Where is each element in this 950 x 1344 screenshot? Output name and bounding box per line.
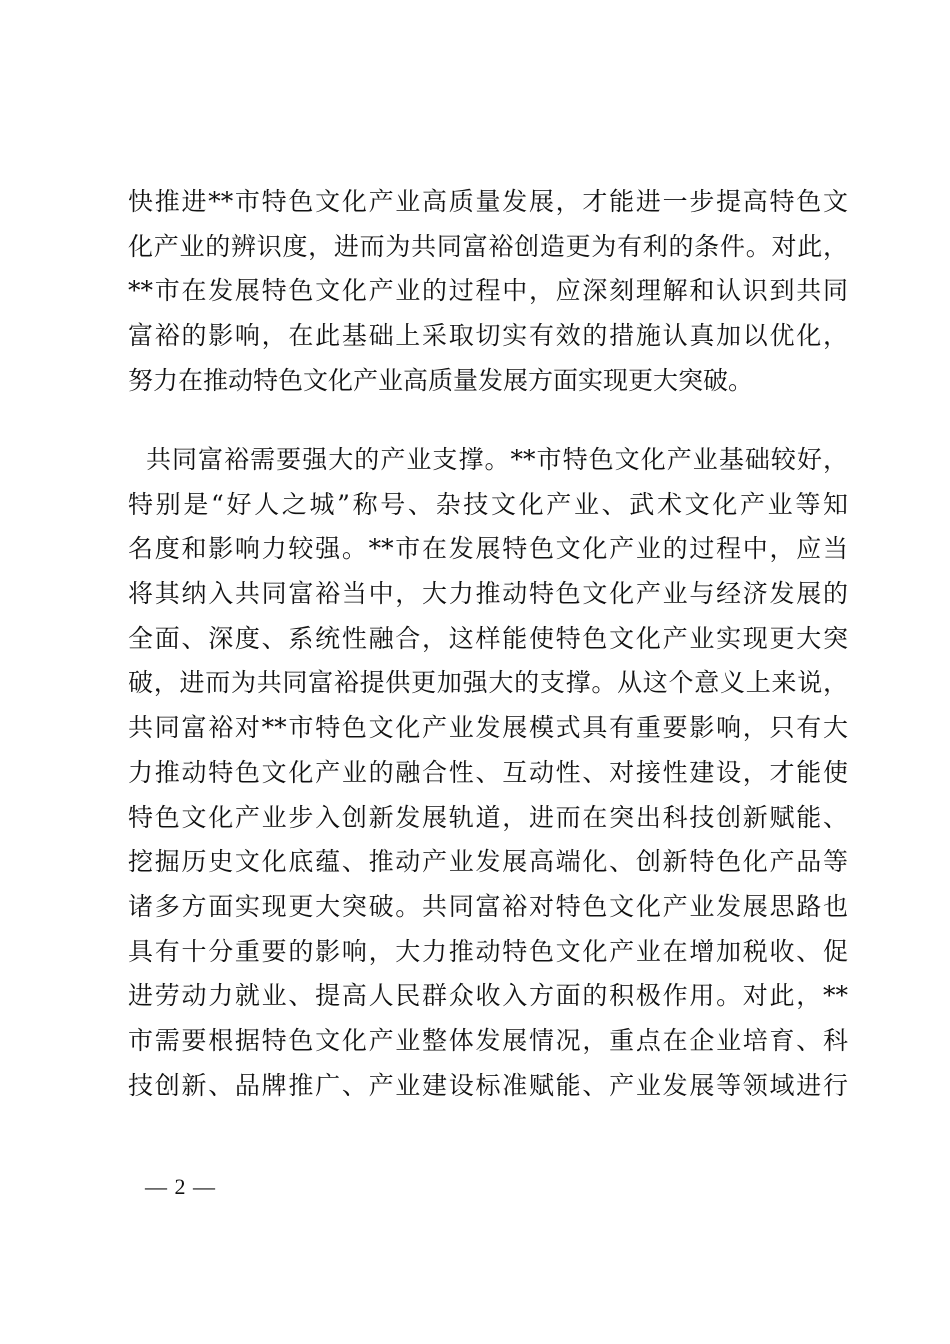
text-line: 快推进**市特色文化产业高质量发展，才能进一步提高特色文 [128, 187, 848, 216]
text-line: 挖掘历史文化底蕴、推动产业发展高端化、创新特色化产品等 [128, 847, 848, 877]
text-line: 将其纳入共同富裕当中，大力推动特色文化产业与经济发展的 [128, 579, 848, 609]
text-line: 共同富裕需要强大的产业支撑。**市特色文化产业基础较好， [128, 445, 848, 474]
paragraph-2 [128, 438, 848, 1108]
text-line: **市在发展特色文化产业的过程中，应深刻理解和认识到共同 [128, 276, 848, 306]
text-line: 名度和影响力较强。**市在发展特色文化产业的过程中，应当 [128, 534, 848, 564]
text-line: 技创新、品牌推广、产业建设标准赋能、产业发展等领域进行 [128, 1070, 848, 1100]
text-line: 富裕的影响，在此基础上采取切实有效的措施认真加以优化， [128, 321, 848, 351]
paragraph-1 [128, 180, 848, 403]
text-line: 全面、深度、系统性融合，这样能使特色文化产业实现更大突 [128, 623, 848, 653]
text-line: 市需要根据特色文化产业整体发展情况，重点在企业培育、科 [128, 1025, 848, 1055]
text-line: 特别是“好人之城”称号、杂技文化产业、武术文化产业等知 [128, 489, 848, 519]
text-line: 破，进而为共同富裕提供更加强大的支撑。从这个意义上来说， [128, 668, 848, 698]
page-number: — 2 — [145, 1174, 216, 1199]
text-line: 进劳动力就业、提高人民群众收入方面的积极作用。对此，** [128, 981, 848, 1011]
text-line: 共同富裕对**市特色文化产业发展模式具有重要影响，只有大 [128, 713, 848, 743]
text-line: 具有十分重要的影响，大力推动特色文化产业在增加税收、促 [128, 936, 848, 966]
text-line: 特色文化产业步入创新发展轨道，进而在突出科技创新赋能、 [128, 802, 848, 832]
text-line: 诸多方面实现更大突破。共同富裕对特色文化产业发展思路也 [128, 891, 848, 921]
text-line: 努力在推动特色文化产业高质量发展方面实现更大突破。 [128, 365, 754, 395]
text-line: 力推动特色文化产业的融合性、互动性、对接性建设，才能使 [128, 757, 848, 787]
text-line: 化产业的辨识度，进而为共同富裕创造更为有利的条件。对此， [128, 231, 848, 261]
